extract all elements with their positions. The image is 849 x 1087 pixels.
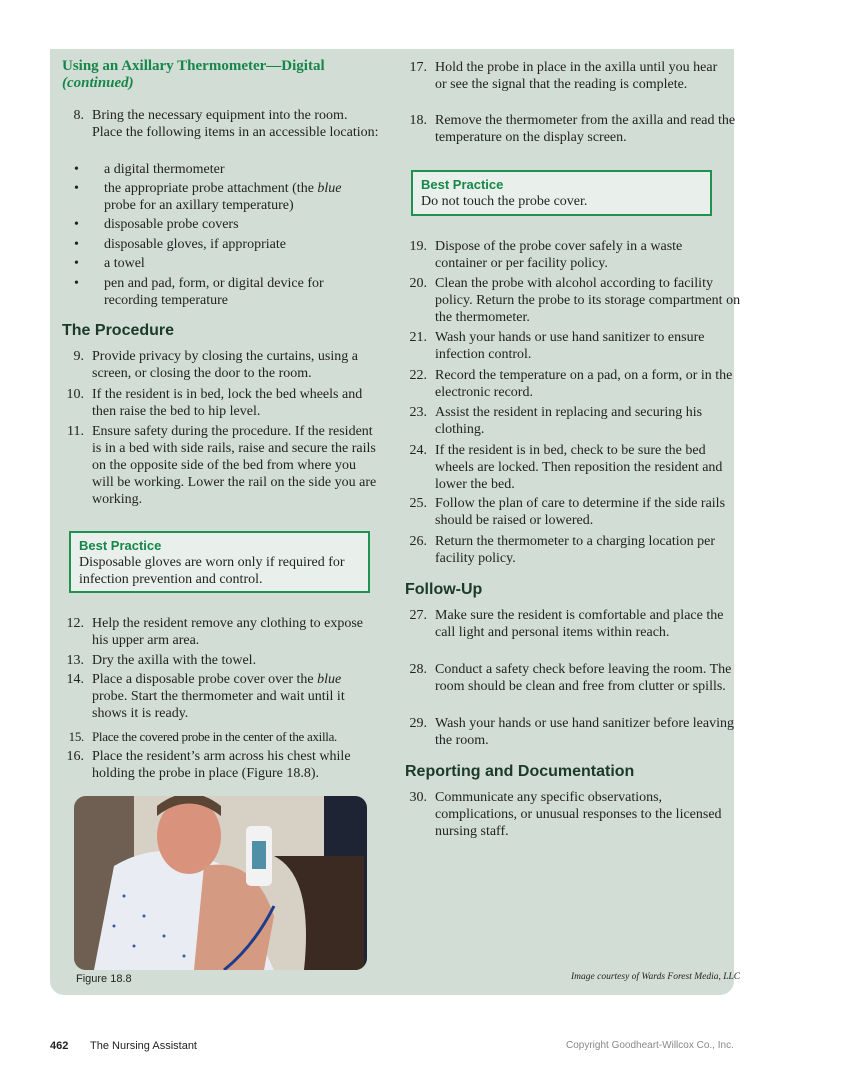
step-item — [405, 533, 753, 567]
image-credit: Image courtesy of Wards Forest Media, LLC — [571, 972, 741, 982]
step-item — [405, 495, 753, 529]
step-item — [62, 615, 367, 649]
step-item: 14. Place a disposable probe cover over the blue probe. Start the thermometer and wait until it shows it is ready. — [66, 672, 345, 721]
step-number: 22. — [409, 368, 427, 383]
step-item — [405, 238, 735, 272]
best-practice-title: Best Practice — [79, 538, 162, 553]
step-text: Record the temperature on a pad, on a form, or in the electronic record. — [435, 368, 733, 400]
step-item — [405, 329, 725, 363]
step-number: 21. — [409, 330, 427, 345]
step-text: Communicate any specific observations, complications, or unusual responses to the licensed nursing staff. — [435, 790, 722, 839]
bullet-item: • disposable gloves, if appropriate — [74, 237, 286, 252]
step-item — [62, 386, 372, 420]
step-text: Place the covered probe in the center of the axilla. — [92, 729, 338, 744]
bullet-text: a digital thermometer — [104, 162, 225, 177]
step-number: 28. — [409, 662, 427, 677]
step-number: 13. — [66, 653, 84, 668]
bullet-item: • a towel — [74, 256, 145, 271]
bullet-text: disposable probe covers — [104, 217, 239, 232]
step-text: Wash your hands or use hand sanitizer to ensure infection control. — [435, 330, 705, 362]
section-heading-procedure: The Procedure — [62, 322, 175, 339]
bullet-item: • disposable probe covers — [74, 217, 239, 232]
step-number: 24. — [409, 443, 427, 458]
step-item — [405, 442, 740, 493]
step-item — [405, 607, 727, 641]
step-number: 12. — [66, 616, 84, 631]
step-number: 20. — [409, 276, 427, 291]
step-text: Ensure safety during the procedure. If the resident is in a bed with side rails, raise and secure the rails on the opposite side of the bed from where you will be working. Lower the rail on the side you are working. — [92, 424, 377, 507]
step-number: 26. — [409, 534, 427, 549]
step-text: Dispose of the probe cover safely in a waste container or per facility policy. — [435, 239, 683, 271]
continued-label: (continued) — [62, 75, 134, 91]
step-text: Wash your hands or use hand sanitizer before leaving the room. — [435, 716, 734, 748]
copyright: Copyright Goodheart-Willcox Co., Inc. — [566, 1040, 734, 1051]
step-text: Make sure the resident is comfortable and place the call light and personal items within reach. — [435, 608, 724, 640]
step-text: Follow the plan of care to determine if the side rails should be raised or lowered. — [435, 496, 726, 528]
step-number: 27. — [409, 608, 427, 623]
step-text: Provide privacy by closing the curtains, using a screen, or closing the door to the room. — [92, 349, 358, 381]
step-text: Assist the resident in replacing and securing his clothing. — [435, 405, 703, 437]
book-title: The Nursing Assistant — [90, 1040, 197, 1052]
title-text: Using an Axillary Thermometer—Digital — [62, 58, 325, 74]
bullet-text: pen and pad, form, or digital device for recording temperature — [104, 276, 324, 308]
step-text: Return the thermometer to a charging location per facility policy. — [435, 534, 716, 566]
procedure-title — [62, 58, 380, 92]
step-text: Hold the probe in place in the axilla until you hear or see the signal that the reading is complete. — [435, 60, 718, 92]
step-text: Clean the probe with alcohol according to facility policy. Return the probe to its storage compartment on the thermometer. — [435, 276, 741, 325]
best-practice-box — [411, 170, 712, 216]
step-number: 10. — [66, 387, 84, 402]
bullet-item: • a digital thermometer — [74, 162, 225, 177]
page-number: 462 — [50, 1040, 69, 1052]
figure-label: Figure 18.8 — [76, 973, 132, 985]
step-item — [62, 348, 380, 382]
step-item — [62, 652, 380, 669]
step-text: Help the resident remove any clothing to expose his upper arm area. — [92, 616, 363, 648]
step-number: 9. — [73, 349, 84, 364]
step-text: Dry the axilla with the towel. — [92, 653, 257, 668]
step-item — [405, 404, 745, 438]
bullet-item: • the appropriate probe attachment (the blue probe for an axillary temperature) — [74, 181, 342, 213]
step-item — [62, 423, 380, 508]
step-number: 16. — [66, 749, 84, 764]
step-number: 30. — [409, 790, 427, 805]
best-practice-text: Disposable gloves are worn only if required for infection prevention and control. — [79, 555, 345, 587]
step-item — [405, 112, 745, 146]
step-number: 29. — [409, 716, 427, 731]
step-item — [405, 661, 753, 695]
step-number: 8. — [73, 108, 84, 123]
step-number: 23. — [409, 405, 427, 420]
section-heading-follow-up: Follow-Up — [405, 581, 483, 598]
step-text: Conduct a safety check before leaving the room. The room should be clean and free from clutter or spills. — [435, 662, 732, 694]
best-practice-box — [69, 531, 370, 593]
step-item — [405, 59, 725, 93]
step-number: 25. — [409, 496, 427, 511]
step-item — [405, 275, 745, 326]
step-item — [62, 728, 392, 745]
bullet-text: a towel — [104, 256, 145, 271]
step-item — [62, 748, 380, 782]
step-text: If the resident is in bed, lock the bed wheels and then raise the bed to hip level. — [92, 387, 363, 419]
best-practice-title: Best Practice — [421, 177, 504, 192]
figure-photo-thermometer — [74, 796, 367, 970]
photo-illustration — [74, 796, 367, 970]
step-text: Place the resident’s arm across his chest while holding the probe in place (Figure 18.8). — [92, 749, 351, 781]
step-item — [405, 367, 745, 401]
step-item — [405, 789, 735, 840]
step-text: Bring the necessary equipment into the room. Place the following items in an accessible location: — [92, 108, 379, 140]
step-text: If the resident is in bed, check to be sure the bed wheels are locked. Then reposition the resident and lower the bed. — [435, 443, 723, 492]
step-number: 18. — [409, 113, 427, 128]
step-number: 19. — [409, 239, 427, 254]
step-text: Remove the thermometer from the axilla and read the temperature on the display screen. — [435, 113, 736, 145]
step-item — [62, 107, 380, 141]
step-item — [405, 715, 753, 749]
step-number: 15. — [68, 729, 84, 744]
section-heading-reporting: Reporting and Documentation — [405, 763, 635, 780]
bullet-text: disposable gloves, if appropriate — [104, 237, 286, 252]
bullet-item: • pen and pad, form, or digital device for recording temperature — [74, 276, 324, 308]
step-number: 11. — [67, 424, 84, 439]
step-number: 17. — [409, 60, 427, 75]
best-practice-text: Do not touch the probe cover. — [421, 194, 588, 209]
